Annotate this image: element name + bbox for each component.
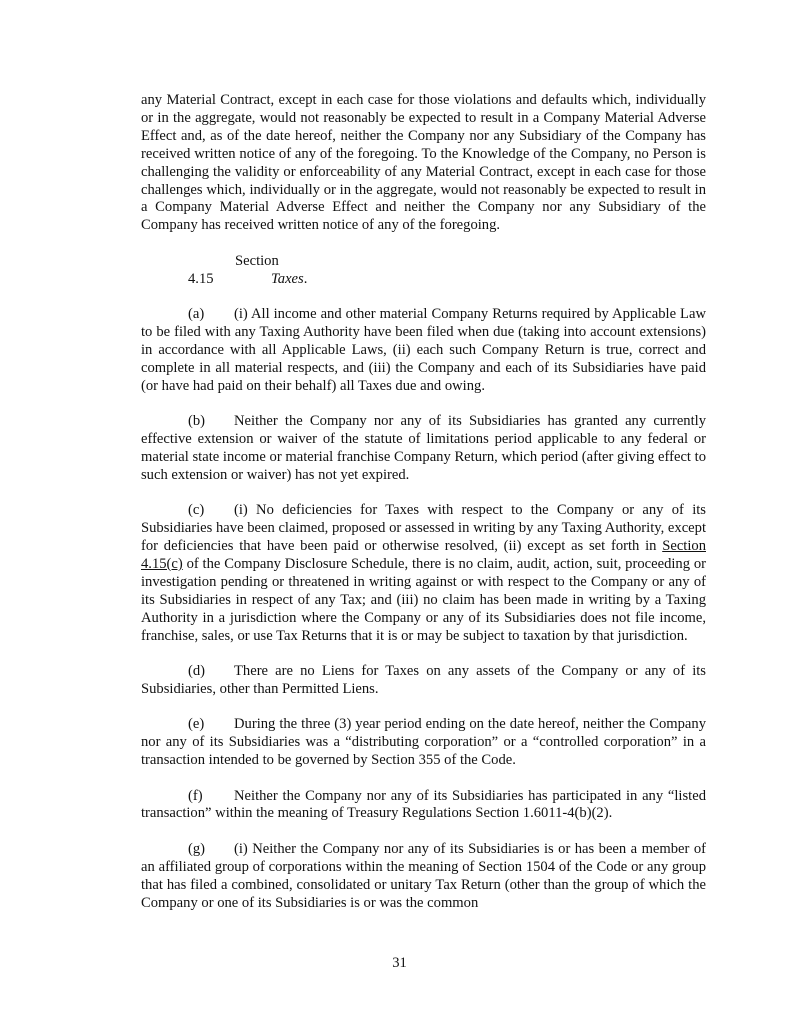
clause-f (141, 788, 706, 824)
section-title: Taxes (271, 270, 304, 287)
clause-c-label: (c) (188, 502, 205, 519)
clause-b-text: Neither the Company nor any of its Subsidiaries has granted any currently effective extension or waiver of the statute of limitations period applicable to any federal or material state income or material franchise Company Return, which period (after giving effect to such extension or waiver) has not yet expired. (141, 413, 706, 483)
section-title-punct: . (303, 270, 308, 287)
clause-e-text: During the three (3) year period ending on the date hereof, neither the Company nor any of its Subsidiaries was a “distributing corporation” or a “controlled corporation” in a transaction intended to be governed by Section 355 of the Code. (141, 716, 706, 769)
clause-d-text: There are no Liens for Taxes on any assets of the Company or any of its Subsidiaries, other than Permitted Liens. (141, 662, 706, 697)
clause-e (141, 716, 706, 770)
clause-a-label: (a) (188, 306, 205, 323)
document-page (141, 92, 706, 912)
clause-c-text-before: (i) No deficiencies for Taxes with respect to the Company or any of its Subsidiaries have been claimed, proposed or assessed in writing by any Taxing Authority, except for deficiencies that have been paid or otherwise resolved, (ii) except as set forth in (141, 502, 706, 555)
clause-a-text: (i) All income and other material Company Returns required by Applicable Law to be filed with any Taxing Authority have been filed when due (taking into account extensions) in accordance with all Applicable Laws, (ii) each such Company Return is true, correct and complete in all material respects, and (iii) the Company and each of its Subsidiaries have paid (or have had paid on their behalf) all Taxes due and owing. (141, 306, 706, 394)
section-number: Section 4.15 (188, 252, 279, 287)
clause-g-label: (g) (188, 840, 206, 857)
clause-f-text: Neither the Company nor any of its Subsidiaries has participated in any “listed transaction” within the meaning of Treasury Regulations Section 1.6011-4(b)(2). (141, 787, 706, 822)
clause-f-label: (f) (188, 787, 203, 804)
clause-a (141, 306, 706, 396)
clause-c-text-after: of the Company Disclosure Schedule, there is no claim, audit, action, suit, proceeding or investigation pending or threatened in writing against or with respect to the Company or any of its Subsidiaries in respect of any Tax; and (iii) no claim has been made in writing by a Taxing Authority in a jurisdiction where the Company or any of its Subsidiaries does not file income, franchise, sales, or use Tax Returns that it is or may be subject to taxation by that jurisdiction. (141, 555, 706, 644)
page-number: 31 (392, 955, 407, 971)
clause-g (141, 841, 706, 913)
intro-paragraph: any Material Contract, except in each case for those violations and defaults which, individually or in the aggregate, would not reasonably be expected to result in a Company Material Adverse Effect and, as of the date hereof, neither the Company nor any Subsidiary of the Company has received written notice of any of the foregoing. To the Knowledge of the Company, no Person is challenging the validity or enforceability of any Material Contract, except in each case for those challenges which, individually or in the aggregate, would not reasonably be expected to result in a Company Material Adverse Effect and neither the Company nor any Subsidiary of the Company has received written notice of any of the foregoing. (141, 92, 706, 234)
clause-c (141, 502, 706, 645)
section-heading (141, 253, 706, 289)
clause-c-reference: Section 4.15(c) (141, 538, 706, 572)
clause-b (141, 413, 706, 485)
clause-e-label: (e) (188, 716, 205, 733)
clause-d (141, 663, 706, 699)
clause-g-text: (i) Neither the Company nor any of its Subsidiaries is or has been a member of an affiliated group of corporations within the meaning of Section 1504 of the Code or any group that has filed a combined, consolidated or unitary Tax Return (other than the group of which the Company or one of its Subsidiaries is or was the common (141, 840, 706, 911)
clause-d-label: (d) (188, 662, 206, 679)
clause-b-label: (b) (188, 413, 206, 430)
